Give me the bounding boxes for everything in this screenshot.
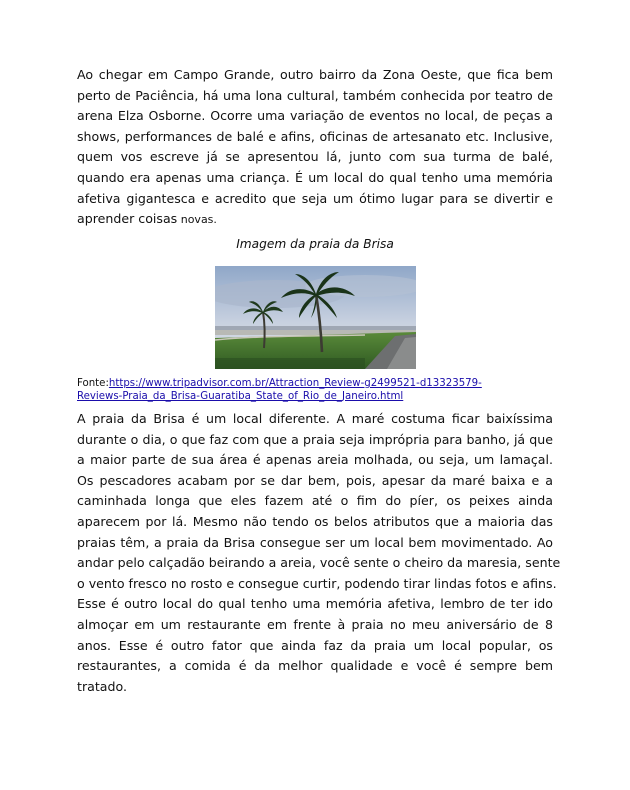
text-line: afetiva gigantesca e acredito que seja um ótimo lugar para se divertir e — [77, 190, 553, 206]
text-line: andar pelo calçadão beirando a areia, você sente o cheiro da maresia, sente — [77, 555, 561, 571]
text-line: o vento fresco no rosto e consegue curtir, podendo tirar lindas fotos e afins. — [77, 575, 557, 591]
source-label: Fonte: — [77, 378, 109, 389]
text-line: a maior parte de sua área é apenas areia molhada, ou seja, um lamaçal. — [77, 452, 553, 468]
text-line: anos. Esse é outro fator que ainda faz da praia um local popular, os — [77, 637, 553, 653]
paragraph-campo-grande — [77, 65, 553, 230]
text-line: A praia da Brisa é um local diferente. A maré costuma ficar baixíssima — [77, 411, 553, 426]
text-line: Esse é outro local do qual tenho uma memória afetiva, lembro de ter ido — [77, 596, 553, 612]
figure-caption: Imagem da praia da Brisa — [236, 237, 394, 251]
text-line-tail: novas. — [177, 213, 217, 227]
text-line-last — [77, 209, 553, 230]
text-line: almoçar em um restaurante em frente à praia no meu aniversário de 8 — [77, 616, 553, 632]
text-line: durante o dia, o que faz com que a praia seja imprópria para banho, já que — [77, 431, 553, 447]
source-link-part-1: https://www.tripadvisor.com.br/Attraction_Review-g2499521-d13323579- — [108, 378, 482, 389]
text-line: caminhada longa que eles fazem até o fim do píer, os peixes ainda — [77, 493, 553, 509]
text-line-last: tratado. — [77, 678, 127, 694]
source-link-part-2: Reviews-Praia_da_Brisa-Guaratiba_State_of_Rio_de_Janeiro.html — [77, 390, 404, 402]
paragraph-praia-da-brisa — [77, 409, 561, 697]
text-line: quem vos escreve já se apresentou lá, junto com sua turma de balé, — [77, 149, 553, 165]
beach-photo — [215, 266, 416, 369]
text-line: Ao chegar em Campo Grande, outro bairro da Zona Oeste, que fica bem — [77, 67, 553, 82]
image-source — [77, 378, 553, 403]
text-line: praias têm, a praia da Brisa consegue ser um local bem movimentado. Ao — [77, 534, 553, 550]
text-line: Os pescadores acabam por se dar bem, pois, apesar da maré baixa e a — [77, 472, 553, 488]
text-line: quando era apenas uma criança. É um local do qual tenho uma memória — [77, 169, 553, 185]
text-line: arena Elza Osborne. Ocorre uma variação de eventos no local, de peças a — [77, 108, 553, 124]
text-line: restaurantes, a comida é da melhor qualidade e você é sempre bem — [77, 658, 553, 674]
text-line-main: aprender coisas — [77, 211, 178, 227]
source-link[interactable] — [77, 378, 482, 402]
text-line: aparecem por lá. Mesmo não tendo os belos atributos que a maioria das — [77, 513, 553, 529]
text-line: perto de Paciência, há uma lona cultural, também conhecida por teatro de — [77, 87, 553, 103]
text-line: shows, performances de balé e afins, oficinas de artesanato etc. Inclusive, — [77, 128, 553, 144]
